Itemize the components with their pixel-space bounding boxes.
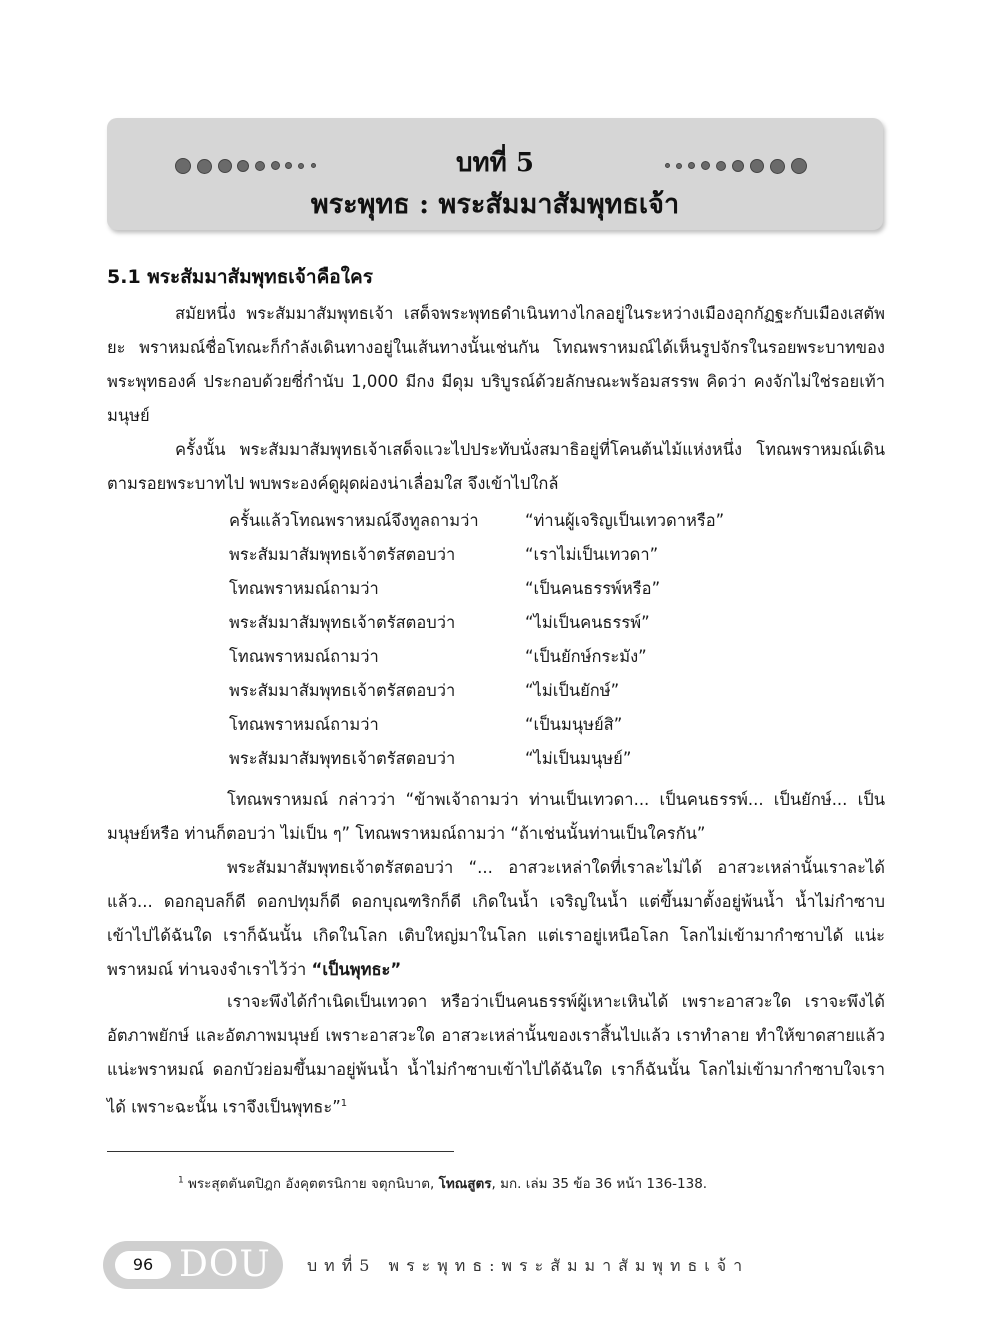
answer-emphasis: “เป็นพุทธะ” (311, 960, 402, 979)
dialog-quote: “เป็นยักษ์กระมัง” (525, 647, 647, 666)
footer-badge (103, 1241, 283, 1289)
paragraph-conclusion (107, 985, 885, 1125)
dialog-row (229, 708, 849, 742)
dialog-speaker: พระสัมมาสัมพุทธเจ้าตรัสตอบว่า (229, 545, 456, 564)
dialog-row (229, 538, 849, 572)
paragraph-buddha-answer (107, 851, 885, 987)
chapter-number: บทที่ 5 (456, 148, 534, 178)
conclusion-text: เราจะพึงได้กำเนิดเป็นเทวดา หรือว่าเป็นคนธรรพ์ผู้เหาะเหินได้ เพราะอาสวะใด เราจะพึงได้อัตภาพยักษ์ และอัตภาพมนุษย์ เพราะอาสวะใด อาสวะเหล่านั้นของเราสิ้นไปแล้ว เราทำลาย ทำให้ขาดสายแล้ว แน่ะพราหมณ์ ดอกบัวย่อมขึ้นมาอยู่พ้นน้ำ น้ำไม่กำซาบเข้าไปได้ฉันใด เราก็ฉันนั้น โลกไม่เข้ามากำซาบใจเราได้ เพราะฉะนั้น เราจึงเป็นพุทธะ” (107, 992, 885, 1117)
dialog-list (229, 504, 849, 776)
footnote-divider (107, 1151, 454, 1152)
dialog-speaker: พระสัมมาสัมพุทธเจ้าตรัสตอบว่า (229, 749, 456, 768)
dialog-speaker: พระสัมมาสัมพุทธเจ้าตรัสตอบว่า (229, 613, 456, 632)
paragraph-approach: ครั้งนั้น พระสัมมาสัมพุทธเจ้าเสด็จแวะไปประทับนั่งสมาธิอยู่ที่โคนต้นไม้แห่งหนึ่ง โทณพราหมณ์เดินตามรอยพระบาทไป พบพระองค์ดูผุดผ่องน่าเลื่อมใส จึงเข้าไปใกล้ (107, 440, 885, 493)
dialog-row (229, 572, 849, 606)
dialog-quote: “ไม่เป็นมนุษย์” (525, 749, 632, 768)
dialog-quote: “ท่านผู้เจริญเป็นเทวดาหรือ” (525, 511, 725, 530)
dialog-quote: “เราไม่เป็นเทวดา” (525, 545, 659, 564)
footnote-citation: , มก. เล่ม 35 ข้อ 36 หน้า 136-138. (491, 1176, 708, 1192)
footnote-source: พระสุตตันตปิฎก อังคุตตรนิกาย จตุกนิบาต, (183, 1176, 439, 1192)
dialog-row (229, 504, 849, 538)
dialog-quote: “ไม่เป็นยักษ์” (525, 681, 620, 700)
footnote (178, 1172, 707, 1194)
answer-text: พระสัมมาสัมพุทธเจ้าตรัสตอบว่า “... อาสวะเหล่าใดที่เราละไม่ได้ อาสวะเหล่านั้นเราละได้แล้ว... ดอกอุบลก็ดี ดอกปทุมก็ดี ดอกบุณฑริกก็ดี เกิดในน้ำ เจริญในน้ำ แต่ขึ้นมาตั้งอยู่พ้นน้ำ น้ำไม่กำซาบเข้าไปได้ฉันใด เราก็ฉันนั้น เกิดในโลก เติบใหญ่มาในโลก แต่เราอยู่เหนือโลก โลกไม่เข้ามากำซาบได้ แน่ะพราหมณ์ ท่านจงจำเราไว้ว่า (107, 858, 885, 979)
dialog-row (229, 742, 849, 776)
decorative-dots-left (175, 155, 325, 175)
footnote-sutta-name: โทณสูตร (438, 1176, 492, 1192)
dou-logo: DOU (179, 1244, 271, 1285)
page-number: 96 (115, 1251, 171, 1279)
running-head: บทที่5 พระพุทธ:พระสัมมาสัมพุทธเจ้า (307, 1256, 750, 1275)
dialog-row (229, 606, 849, 640)
dialog-quote: “ไม่เป็นคนธรรพ์” (525, 613, 650, 632)
paragraph-intro: สมัยหนึ่ง พระสัมมาสัมพุทธเจ้า เสด็จพระพุทธดำเนินทางไกลอยู่ในระหว่างเมืองอุกกัฏฐะกับเมืองเสตัพยะ พราหมณ์ชื่อโทณะก็กำลังเดินทางอยู่ในเส้นทางนั้นเช่นกัน โทณพราหมณ์ได้เห็นรูปจักรในรอยพระบาทของพระพุทธองค์ ประกอบด้วยซี่กำนับ 1,000 มีกง มีดุม บริบูรณ์ด้วยลักษณะพร้อมสรรพ คิดว่า คงจักไม่ใช่รอยเท้ามนุษย์ (107, 304, 885, 425)
dialog-speaker: โทณพราหมณ์ถามว่า (229, 579, 379, 598)
chapter-title: พระพุทธ : พระสัมมาสัมพุทธเจ้า (310, 189, 680, 220)
footnote-reference[interactable]: 1 (340, 1098, 348, 1109)
dialog-quote: “เป็นคนธรรพ์หรือ” (525, 579, 661, 598)
decorative-dots-right (665, 155, 815, 175)
dialog-quote: “เป็นมนุษย์สิ” (525, 715, 623, 734)
dialog-row (229, 674, 849, 708)
section-heading: 5.1 พระสัมมาสัมพุทธเจ้าคือใคร (107, 266, 373, 288)
dialog-row (229, 640, 849, 674)
dialog-speaker: พระสัมมาสัมพุทธเจ้าตรัสตอบว่า (229, 681, 456, 700)
dialog-speaker: ครั้นแล้วโทณพราหมณ์จึงทูลถามว่า (229, 511, 479, 530)
dialog-speaker: โทณพราหมณ์ถามว่า (229, 715, 379, 734)
footnote-marker: 1 (178, 1175, 184, 1186)
paragraph-question: โทณพราหมณ์ กล่าวว่า “ข้าพเจ้าถามว่า ท่านเป็นเทวดา... เป็นคนธรรพ์... เป็นยักษ์... เป็นมนุษย์หรือ ท่านก็ตอบว่า ไม่เป็น ๆ” โทณพราหมณ์ถามว่า “ถ้าเช่นนั้นท่านเป็นใครกัน” (107, 790, 885, 843)
dialog-speaker: โทณพราหมณ์ถามว่า (229, 647, 379, 666)
